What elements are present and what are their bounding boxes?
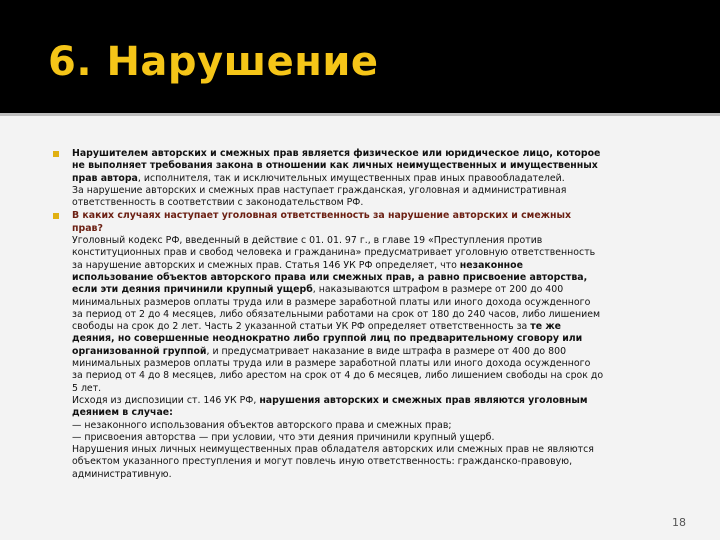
bold-text: если эти деяния причинили крупный ущерб (72, 284, 313, 296)
text-line: за период от 2 до 4 месяцев, либо обязательными работами на срок от 180 до 240 часов, либо лишением (72, 308, 601, 320)
page-number: 18 (672, 516, 686, 529)
text-line: — присвоения авторства — при условии, что эти деяния причинили крупный ущерб. (72, 431, 495, 443)
plain-text: Исходя из диспозиции ст. 146 УК РФ, (72, 394, 260, 406)
text-line (72, 260, 688, 272)
text-line (72, 346, 688, 358)
text-line: административную. (72, 468, 172, 480)
text-line (72, 395, 688, 407)
bold-text: организованной группой (72, 345, 207, 357)
plain-text: , и предусматривает наказание в виде штрафа в размере от 400 до 800 (206, 345, 567, 357)
text-line (72, 173, 688, 185)
bullet-marker-icon (53, 151, 59, 157)
plain-text: , наказываются штрафом в размере от 200 до 400 (312, 284, 564, 296)
bold-text: незаконное (459, 259, 523, 271)
text-line: За нарушение авторских и смежных прав наступает гражданская, уголовная и административная (72, 184, 567, 196)
text-line (72, 321, 688, 333)
text-line: Уголовный кодекс РФ, введенный в действие с 01. 01. 97 г., в главе 19 «Преступления против (72, 235, 543, 247)
text-line: деянием в случае: (72, 407, 173, 419)
text-line (72, 284, 688, 296)
question-line: В каких случаях наступает уголовная ответственность за нарушение авторских и смежных (72, 210, 572, 222)
text-line: не выполняет требования закона в отношении как личных неимущественных и имущественных (72, 160, 598, 172)
text-line: 5 лет. (72, 382, 102, 394)
text-line: объектом указанного преступления и могут повлечь иную ответственность: гражданско-правовую, (72, 456, 573, 468)
plain-text: свободы на срок до 2 лет. Часть 2 указанной статьи УК РФ определяет ответственность за (72, 321, 531, 333)
title-divider (0, 113, 720, 116)
slide-title: 6. Нарушение (48, 39, 379, 85)
text-line: Нарушителем авторских и смежных прав является физическое или юридическое лицо, которое (72, 148, 601, 159)
bullet-marker-icon (53, 213, 59, 219)
text-line: конституционных прав и свобод человека и гражданина» предусматривает уголовную ответственность (72, 247, 596, 259)
text-line: Нарушения иных личных неимущественных прав обладателя авторских или смежных прав не являются (72, 444, 594, 456)
slide-body (52, 148, 688, 481)
text-line: минимальных размеров оплаты труда или в размере заработной платы или иного дохода осужденного (72, 358, 591, 370)
text-line: за период от 4 до 8 месяцев, либо арестом на срок от 4 до 6 месяцев, либо лишением свободы на срок до (72, 370, 604, 382)
bold-text: нарушения авторских и смежных прав являются уголовным (259, 394, 588, 406)
text-line: использование объектов авторского права или смежных прав, а равно присвоение авторства, (72, 271, 588, 283)
text-line: деяния, но совершенные неоднократно либо группой лиц по предварительному сговору или (72, 333, 583, 345)
plain-text: , исполнителя, так и исключительных имущественных прав иных правообладателей. (137, 172, 565, 184)
text-line: минимальных размеров оплаты труда или в размере заработной платы или иного дохода осужденного (72, 296, 591, 308)
text-line: — незаконного использования объектов авторского права и смежных прав; (72, 419, 452, 431)
plain-text: за нарушение авторских и смежных прав. Статья 146 УК РФ определяет, что (72, 259, 460, 271)
bold-text: прав автора (72, 172, 138, 184)
question-line: прав? (72, 222, 103, 234)
title-bar (0, 0, 720, 113)
bullet-item-criminal-liability (52, 210, 688, 481)
bold-text: те же (530, 321, 562, 333)
bullet-item-infringer (52, 148, 688, 209)
text-line: ответственность в соответствии с законодательством РФ. (72, 197, 364, 209)
